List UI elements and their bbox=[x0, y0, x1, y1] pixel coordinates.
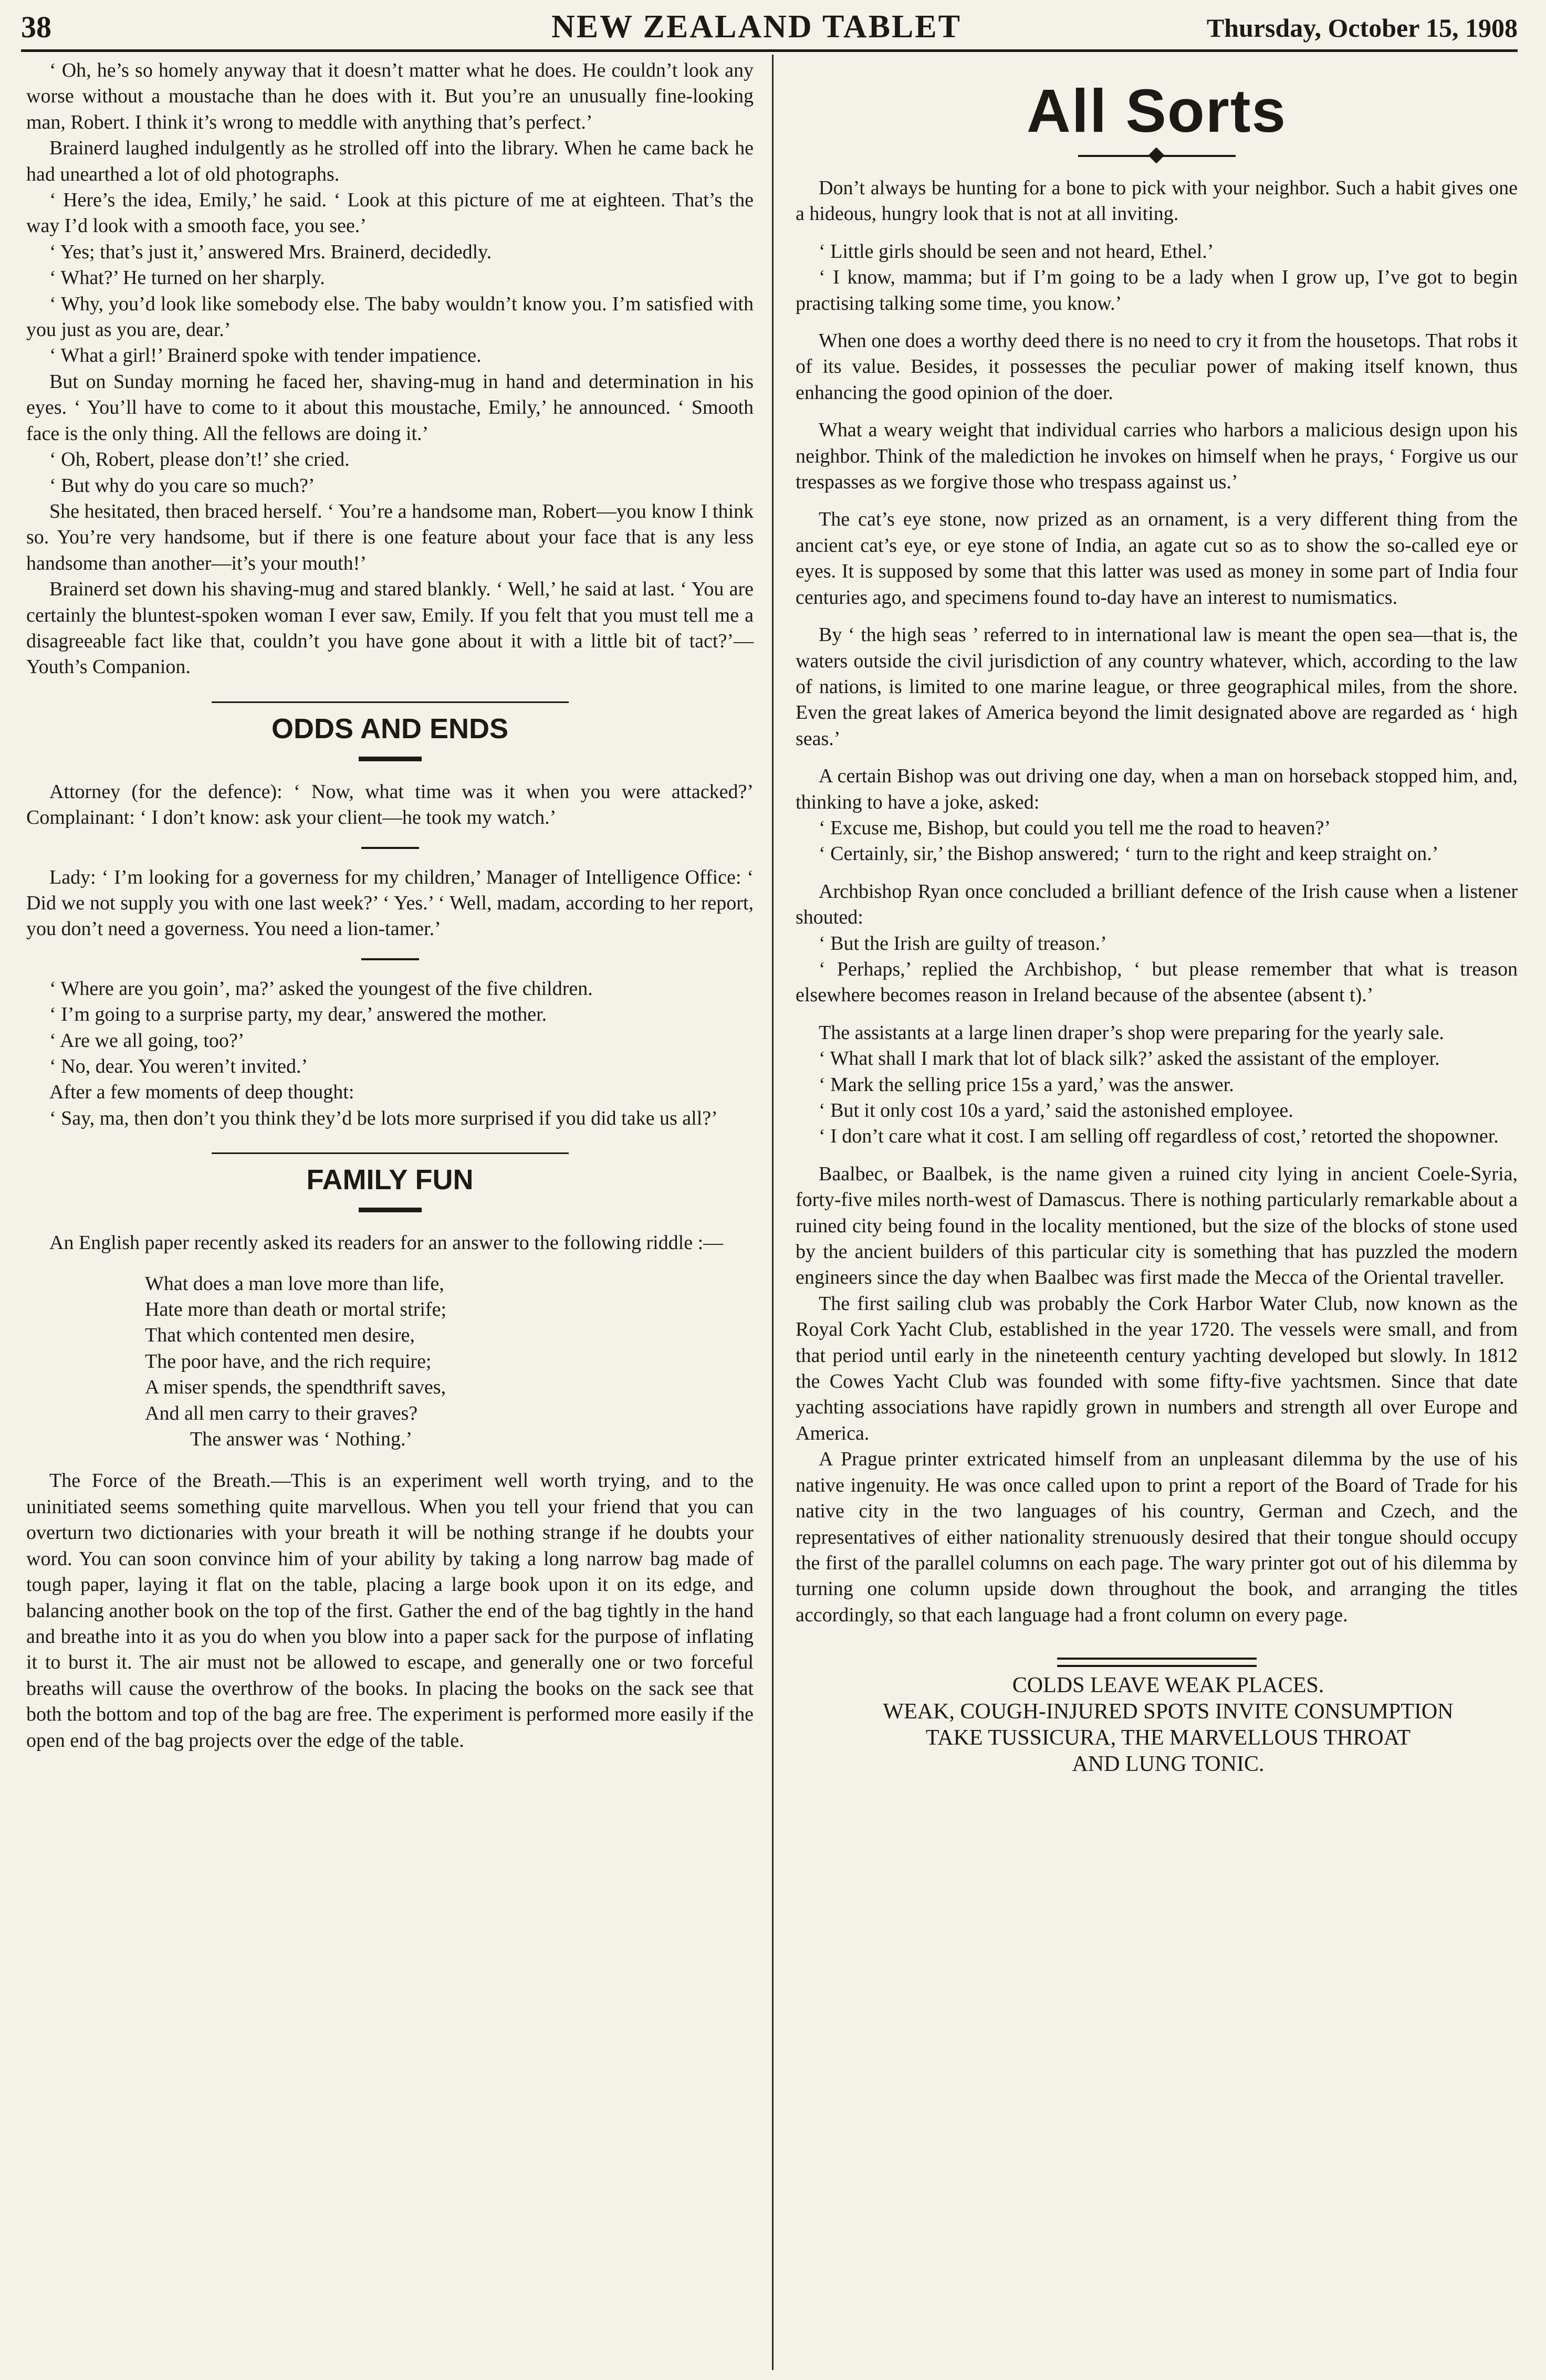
ad-line: TAKE TUSSICURA, THE MARVELLOUS THROAT bbox=[925, 1726, 1411, 1750]
story-paragraph: ‘ What?’ He turned on her sharply. bbox=[49, 267, 325, 289]
riddle-poem bbox=[26, 1271, 754, 1453]
item-gap bbox=[796, 1009, 1518, 1020]
heading-rule bbox=[359, 1208, 422, 1212]
poem-line: The poor have, and the rich require; bbox=[145, 1350, 432, 1372]
masthead-rule bbox=[21, 49, 1518, 52]
poem-answer: The answer was ‘ Nothing.’ bbox=[190, 1428, 413, 1451]
item-paragraph: The cat’s eye stone, now prized as an ornament, is a very different thing from the ancient cat’s eye, or eye stone of India, an agate cut so as to show the so-called eye or eyes. It is supposed by some that this latter was used as money in some part of India four centuries ago, and specimens found to-day have an interest to numismatics. bbox=[796, 508, 1518, 609]
poem-line: A miser spends, the spendthrift saves, bbox=[145, 1376, 446, 1399]
story-paragraph: ‘ But why do you care so much?’ bbox=[49, 474, 315, 497]
item-paragraph: Archbishop Ryan once concluded a brilliant defence of the Irish cause when a listener shouted: bbox=[796, 880, 1518, 929]
story-paragraph: She hesitated, then braced herself. ‘ You’re a handsome man, Robert—you know I think so. You’re very handsome, but if there is one feature about your face that is any less handsome than another—it’s your mouth!’ bbox=[26, 500, 754, 574]
story-paragraph: ‘ Here’s the idea, Emily,’ he said. ‘ Look at this picture of me at eighteen. That’s the way I’d look with a smooth face, you see.’ bbox=[26, 189, 754, 237]
item-paragraph: The assistants at a large linen draper’s shop were preparing for the yearly sale. bbox=[819, 1021, 1444, 1044]
story-text bbox=[26, 58, 754, 680]
item-gap bbox=[796, 495, 1518, 507]
story-paragraph: ‘ Oh, Robert, please don’t!’ she cried. bbox=[49, 448, 350, 471]
item-paragraph: ‘ Perhaps,’ replied the Archbishop, ‘ but please remember that what is treason elsewhere becomes reason in Ireland because of the absentee (absent t).’ bbox=[796, 958, 1518, 1006]
item-paragraph: ‘ I know, mamma; but if I’m going to be a lady when I grow up, I’ve got to begin practising talking some time, you know.’ bbox=[796, 266, 1518, 314]
item-gap bbox=[796, 1150, 1518, 1161]
story-paragraph: ‘ Oh, he’s so homely anyway that it doesn’t matter what he does. He couldn’t look any worse without a moustache than he does with it. But you’re an unusually fine-looking man, Robert. I think it’s wrong to meddle with anything that’s perfect.’ bbox=[26, 59, 754, 133]
poem-line: That which contented men desire, bbox=[145, 1324, 415, 1347]
item-gap bbox=[796, 406, 1518, 417]
item-paragraph: ‘ Certainly, sir,’ the Bishop answered; ‘ turn to the right and keep straight on.’ bbox=[819, 843, 1439, 865]
story-paragraph: ‘ Why, you’d look like somebody else. The baby wouldn’t know you. I’m satisfied with you just as you are, dear.’ bbox=[26, 292, 754, 341]
section-rule bbox=[212, 1152, 569, 1154]
poem-line: What does a man love more than life, bbox=[145, 1272, 444, 1295]
item-paragraph: What a weary weight that individual carries who harbors a malicious design upon his neighbor. Think of the malediction he invokes on himself when he prays, ‘ Forgive us our trespasses as we forgive those who trespass against us.’ bbox=[796, 419, 1518, 494]
item-paragraph: Don’t always be hunting for a bone to pick with your neighbor. Such a habit gives one a hideous, hungry look that is not at all inviting. bbox=[796, 177, 1518, 225]
joke-paragraph: ‘ Where are you goin’, ma?’ asked the youngest of the five children. bbox=[49, 977, 593, 1000]
story-paragraph: Brainerd set down his shaving-mug and stared blankly. ‘ Well,’ he said at last. ‘ You are certainly the bluntest-spoken woman I ever saw, Emily. If you felt that you must tell me a disagreeable fact like that, couldn’t you have gone about it with a little bit of tact?’—Youth’s Companion. bbox=[26, 578, 754, 678]
item-paragraph: The first sailing club was probably the Cork Harbor Water Club, now known as the Royal Cork Yacht Club, established in the year 1720. The vessels were small, and from that period until early in the nineteenth century yachting developed but slowly. In 1812 the Cowes Yacht Club was founded with some fifty-five yachtsmen. Since that date yachting associations have rapidly grown in numbers and strength all over Europe and America. bbox=[796, 1292, 1518, 1444]
heading-rule bbox=[359, 757, 422, 761]
page-number: 38 bbox=[21, 10, 51, 44]
story-paragraph: Brainerd laughed indulgently as he strolled off into the library. When he came back he had unearthed a lot of old photographs. bbox=[26, 137, 754, 185]
item-gap bbox=[796, 317, 1518, 328]
diamond-icon bbox=[1148, 147, 1164, 163]
story-paragraph: But on Sunday morning he faced her, shaving-mug in hand and determination in his eyes. ‘ You’ll have to come to it about this moustache, Emily,’ he announced. ‘ Smooth face is the only thing. All the fellows are doing it.’ bbox=[26, 370, 754, 445]
ad-line: AND LUNG TONIC. bbox=[1072, 1752, 1265, 1777]
item-paragraph: ‘ Little girls should be seen and not heard, Ethel.’ bbox=[819, 240, 1214, 263]
item-paragraph: By ‘ the high seas ’ referred to in international law is meant the open sea—that is, the waters outside the civil jurisdiction of any country whatever, which, according to the law of nations, is limited to one marine league, or three geographical miles, from the shore. Even the great lakes of America beyond the limit designated above are regarded as ‘ high seas.’ bbox=[796, 624, 1518, 750]
advertisement bbox=[796, 1672, 1518, 1777]
all-sorts-heading: All Sorts bbox=[1027, 77, 1287, 145]
story-paragraph: ‘ Yes; that’s just it,’ answered Mrs. Brainerd, decidedly. bbox=[49, 240, 492, 263]
item-paragraph: ‘ Excuse me, Bishop, but could you tell me the road to heaven?’ bbox=[819, 816, 1331, 839]
joke-paragraph: ‘ No, dear. You weren’t invited.’ bbox=[49, 1055, 308, 1077]
ad-line: COLDS LEAVE WEAK PLACES. bbox=[1012, 1673, 1324, 1698]
ad-rule bbox=[1057, 1658, 1257, 1660]
joke-paragraph: ‘ Say, ma, then don’t you think they’d be lots more surprised if you did take us all?’ bbox=[49, 1107, 718, 1129]
ad-gap bbox=[796, 1628, 1518, 1658]
ad-rule bbox=[1057, 1665, 1257, 1667]
diamond-rule-ornament bbox=[1078, 148, 1236, 164]
item-paragraph: ‘ But it only cost 10s a yard,’ said the astonished employee. bbox=[819, 1099, 1293, 1121]
item-paragraph: ‘ Mark the selling price 15s a yard,’ was the answer. bbox=[819, 1073, 1234, 1096]
column-divider bbox=[772, 55, 774, 2370]
joke-paragraph: ‘ Are we all going, too?’ bbox=[49, 1029, 245, 1052]
odds-and-ends-heading: ODDS AND ENDS bbox=[271, 712, 509, 745]
newspaper-title: NEW ZEALAND TABLET bbox=[551, 9, 962, 45]
item-paragraph: ‘ But the Irish are guilty of treason.’ bbox=[819, 932, 1107, 955]
item-paragraph: Baalbec, or Baalbek, is the name given a ruined city lying in ancient Coele-Syria, forty-five miles north-west of Damascus. There is nothing particularly remarkable about a ruined city being found in the locality mentioned, but the size of the blocks of stone used by the ancient builders of this particular city is something that has puzzled the modern engineers since the day when Baalbec was first made the Mecca of the Oriental traveller. bbox=[796, 1162, 1518, 1289]
joke-paragraph: After a few moments of deep thought: bbox=[49, 1081, 354, 1104]
item-gap bbox=[796, 611, 1518, 622]
left-column bbox=[26, 58, 754, 1754]
masthead bbox=[21, 7, 1518, 47]
riddle-intro: An English paper recently asked its readers for an answer to the following riddle :— bbox=[49, 1232, 724, 1254]
item-gap bbox=[796, 867, 1518, 879]
item-paragraph: A certain Bishop was out driving one day, when a man on horseback stopped him, and, thinking to have a joke, asked: bbox=[796, 765, 1518, 813]
right-column bbox=[796, 58, 1518, 1777]
item-paragraph: When one does a worthy deed there is no need to cry it from the housetops. That robs it of its value. Besides, it possesses the peculiar power of making itself known, thus enhancing the good opinion of the doer. bbox=[796, 330, 1518, 404]
item-gap bbox=[796, 227, 1518, 239]
joke-separator bbox=[361, 847, 419, 849]
family-fun-heading: FAMILY FUN bbox=[306, 1164, 474, 1196]
ad-line: WEAK, COUGH-INJURED SPOTS INVITE CONSUMPTION bbox=[883, 1700, 1454, 1724]
poem-line: And all men carry to their graves? bbox=[145, 1402, 418, 1424]
item-gap bbox=[796, 752, 1518, 763]
item-paragraph: ‘ What shall I mark that lot of black silk?’ asked the assistant of the employer. bbox=[819, 1047, 1440, 1070]
poem-line: Hate more than death or mortal strife; bbox=[145, 1298, 447, 1321]
section-rule bbox=[212, 701, 569, 703]
item-paragraph: ‘ I don’t care what it cost. I am selling off regardless of cost,’ retorted the shopowner. bbox=[819, 1125, 1499, 1148]
joke-separator bbox=[361, 958, 419, 960]
joke-paragraph: Lady: ‘ I’m looking for a governess for my children,’ Manager of Intelligence Office: ‘ Did we not supply you with one last week?’ ‘ Yes.’ ‘ Well, madam, according to her report, you don’t need a governess. You need a lion-tamer.’ bbox=[26, 866, 754, 940]
item-paragraph: A Prague printer extricated himself from an unpleasant dilemma by the use of his native ingenuity. He was once called upon to print a report of the Board of Trade for his native city in the two languages of his country, German and Czech, and the representatives of either nationality strenuously desired that their tongue should occupy the first of the parallel columns on each page. The wary printer got out of his dilemma by turning one column upside down throughout the book, and arranging the titles accordingly, so that each language had a front column on every page. bbox=[796, 1448, 1518, 1626]
breath-experiment-paragraph: The Force of the Breath.—This is an experiment well worth trying, and to the uninitiated seems something quite marvellous. When you tell your friend that you can overturn two dictionaries with your breath it will be nothing strange if he doubts your word. You can soon convince him of your ability by taking a long narrow bag made of tough paper, laying it flat on the table, placing a large book upon it on its edge, and balancing another book on the top of the first. Gather the end of the bag tightly in the hand and breathe into it as you do when you blow into a paper sack for the purpose of inflating it to burst it. The air must not be allowed to escape, and generally one or two forceful breaths will cause the overthrow of the books. In placing the books on the sack see that both the bottom and top of the bag are free. The experiment is performed more easily if the open end of the bag projects over the edge of the table. bbox=[26, 1470, 754, 1752]
joke-paragraph: Attorney (for the defence): ‘ Now, what time was it when you were attacked?’ Complainant: ‘ I don’t know: ask your client—he took my watch.’ bbox=[26, 780, 754, 829]
story-paragraph: ‘ What a girl!’ Brainerd spoke with tender impatience. bbox=[49, 344, 482, 367]
joke-paragraph: ‘ I’m going to a surprise party, my dear,’ answered the mother. bbox=[49, 1003, 547, 1026]
issue-date: Thursday, October 15, 1908 bbox=[1206, 13, 1518, 43]
